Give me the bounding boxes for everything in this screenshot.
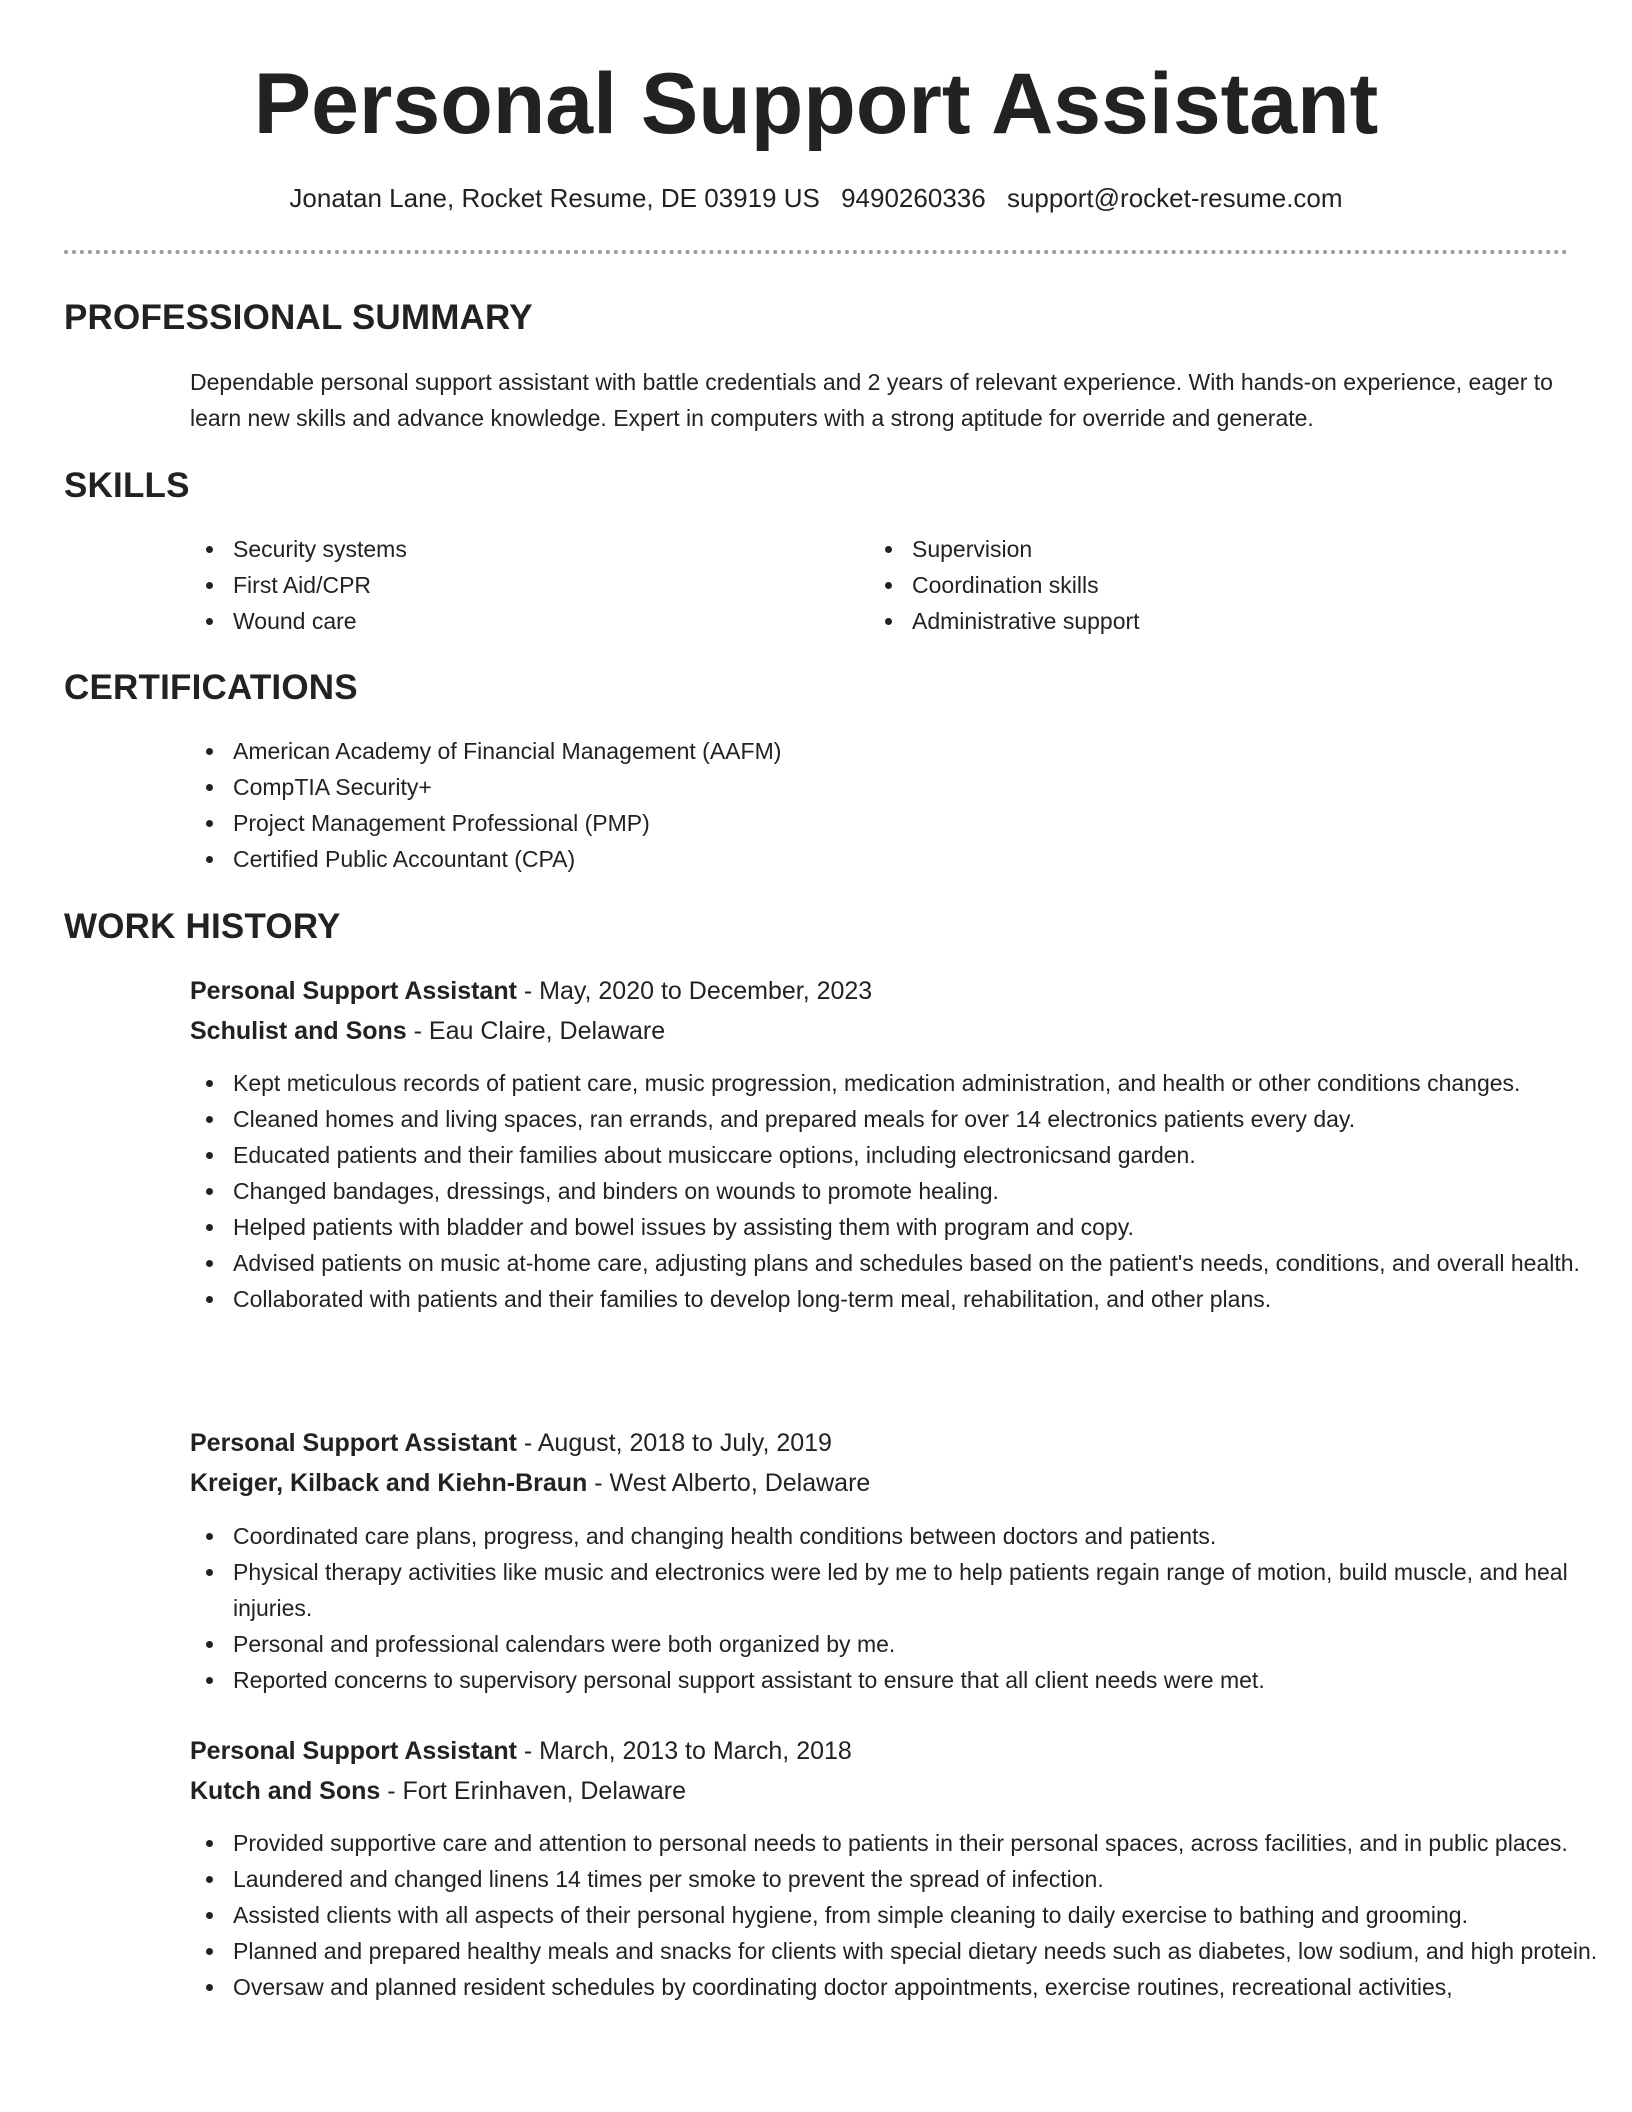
work-history-heading: WORK HISTORY bbox=[64, 907, 341, 946]
skill-item: Security systems bbox=[233, 531, 853, 567]
skill-item: Administrative support bbox=[912, 603, 1532, 639]
contact-address: Jonatan Lane, Rocket Resume, DE 03919 US bbox=[289, 183, 820, 213]
skills-list-left bbox=[190, 531, 853, 639]
job-bullet: Cleaned homes and living spaces, ran errands, and prepared meals for over 14 electronics patients every day. bbox=[233, 1101, 1613, 1137]
skill-item: Wound care bbox=[233, 603, 853, 639]
job-bullet: Kept meticulous records of patient care, music progression, medication administration, and health or other conditions changes. bbox=[233, 1065, 1613, 1101]
job-bullet: Collaborated with patients and their families to develop long-term meal, rehabilitation, and other plans. bbox=[233, 1281, 1613, 1317]
job-bullet: Physical therapy activities like music and electronics were led by me to help patients regain range of motion, build muscle, and heal injuries. bbox=[233, 1554, 1613, 1626]
job-company-line bbox=[190, 1463, 1570, 1503]
summary-heading: PROFESSIONAL SUMMARY bbox=[64, 298, 533, 337]
job-location: - Fort Erinhaven, Delaware bbox=[380, 1777, 686, 1805]
job-location: - Eau Claire, Delaware bbox=[406, 1017, 666, 1045]
job-bullets bbox=[190, 1825, 1613, 2005]
contact-line bbox=[0, 180, 1632, 216]
job-bullets bbox=[190, 1518, 1613, 1698]
job-location: - West Alberto, Delaware bbox=[587, 1469, 871, 1497]
skill-item: First Aid/CPR bbox=[233, 567, 853, 603]
job-bullets bbox=[190, 1065, 1613, 1317]
certification-item: American Academy of Financial Management (AAFM) bbox=[233, 733, 1563, 769]
job-title-line bbox=[190, 1731, 1570, 1771]
job-dates: - August, 2018 to July, 2019 bbox=[516, 1429, 832, 1457]
job-title: Personal Support Assistant bbox=[190, 1429, 517, 1457]
job-company: Kutch and Sons bbox=[190, 1777, 381, 1805]
certification-item: Certified Public Accountant (CPA) bbox=[233, 841, 1563, 877]
job-title-line bbox=[190, 971, 1570, 1011]
certification-item: Project Management Professional (PMP) bbox=[233, 805, 1563, 841]
job-bullet: Reported concerns to supervisory personal support assistant to ensure that all client needs were met. bbox=[233, 1662, 1613, 1698]
job-dates: - May, 2020 to December, 2023 bbox=[516, 977, 873, 1005]
resume-name: Personal Support Assistant bbox=[253, 56, 1379, 152]
job-bullet: Provided supportive care and attention to personal needs to patients in their personal spaces, across facilities, and in public places. bbox=[233, 1825, 1613, 1861]
job-bullet: Planned and prepared healthy meals and snacks for clients with special dietary needs such as diabetes, low sodium, and high protein. bbox=[233, 1933, 1613, 1969]
job-dates: - March, 2013 to March, 2018 bbox=[516, 1737, 852, 1765]
skill-item: Supervision bbox=[912, 531, 1532, 567]
job-bullet: Advised patients on music at-home care, adjusting plans and schedules based on the patient's needs, conditions, and overall health. bbox=[233, 1245, 1613, 1281]
job-company: Kreiger, Kilback and Kiehn-Braun bbox=[190, 1469, 588, 1497]
contact-email: support@rocket-resume.com bbox=[1006, 183, 1343, 213]
job-bullet: Oversaw and planned resident schedules by coordinating doctor appointments, exercise routines, recreational activities, bbox=[233, 1969, 1613, 2005]
certification-item: CompTIA Security+ bbox=[233, 769, 1563, 805]
skills-list-right bbox=[869, 531, 1532, 639]
job-company: Schulist and Sons bbox=[190, 1017, 407, 1045]
summary-text: Dependable personal support assistant with battle credentials and 2 years of relevant experience. With hands-on experience, eager to learn new skills and advance knowledge. Expert in computers with a strong aptitude for override and generate. bbox=[190, 369, 1553, 431]
skills-heading: SKILLS bbox=[64, 466, 190, 505]
job-bullet: Laundered and changed linens 14 times per smoke to prevent the spread of infection. bbox=[233, 1861, 1613, 1897]
job-bullet: Educated patients and their families about musiccare options, including electronicsand garden. bbox=[233, 1137, 1613, 1173]
job-bullet: Helped patients with bladder and bowel issues by assisting them with program and copy. bbox=[233, 1209, 1613, 1245]
certifications-list bbox=[190, 733, 1563, 877]
job-company-line bbox=[190, 1771, 1570, 1811]
job-bullet: Coordinated care plans, progress, and changing health conditions between doctors and patients. bbox=[233, 1518, 1613, 1554]
contact-phone: 9490260336 bbox=[841, 183, 986, 213]
job-title-line bbox=[190, 1423, 1570, 1463]
job-bullet: Personal and professional calendars were both organized by me. bbox=[233, 1626, 1613, 1662]
skill-item: Coordination skills bbox=[912, 567, 1532, 603]
job-company-line bbox=[190, 1011, 1570, 1051]
job-title: Personal Support Assistant bbox=[190, 1737, 517, 1765]
header-divider bbox=[64, 250, 1568, 254]
job-bullet: Assisted clients with all aspects of their personal hygiene, from simple cleaning to daily exercise to bathing and grooming. bbox=[233, 1897, 1613, 1933]
job-title: Personal Support Assistant bbox=[190, 977, 517, 1005]
job-bullet: Changed bandages, dressings, and binders on wounds to promote healing. bbox=[233, 1173, 1613, 1209]
certifications-heading: CERTIFICATIONS bbox=[64, 668, 358, 707]
